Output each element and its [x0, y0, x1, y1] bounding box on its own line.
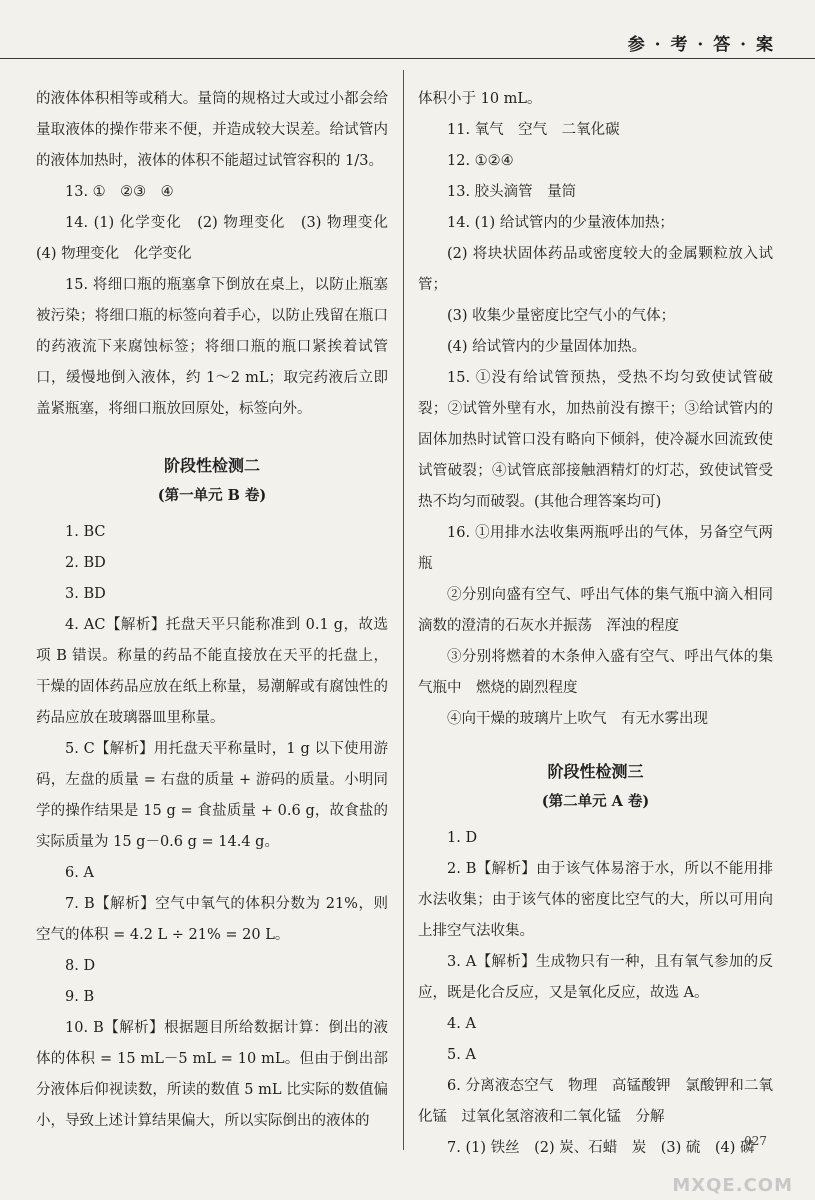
answer-item: 10. B【解析】根据题目所给数据计算：倒出的液体的体积 = 15 mL－5 mL = 10 mL。但由于倒出部分液体后仰视读数，所读的数值 5 mL 比实际的数值偏小，导致上述计算结果偏大，所以实际倒出的液体的 [36, 1020, 388, 1129]
answer-item: 14. (1) 给试管内的少量液体加热； [447, 215, 674, 231]
section-subtitle-3: (第二单元 A 卷) [541, 793, 650, 810]
answer-item: 12. ①②④ [447, 153, 514, 169]
answer-item: 5. A [447, 1047, 476, 1063]
answer-item: 16. ①用排水法收集两瓶呼出的气体，另备空气两瓶 [418, 525, 773, 572]
page-header: 参 · 考 · 答 · 案 [627, 35, 775, 55]
answer-item: 6. 分离液态空气 物理 高锰酸钾 氯酸钾和二氧化锰 过氧化氢溶液和二氧化锰 分解 [418, 1078, 773, 1125]
answer-item: 4. AC【解析】托盘天平只能称准到 0.1 g，故选项 B 错误。称量的药品不能直接放在天平的托盘上，干燥的固体药品应放在纸上称量，易潮解或有腐蚀性的药品应放在玻璃器皿里称量。 [36, 617, 388, 726]
answer-item: 11. 氧气 空气 二氧化碳 [447, 122, 620, 138]
answer-item: (3) 收集少量密度比空气小的气体； [447, 308, 676, 324]
answer-item: 1. BC [65, 524, 106, 540]
answer-item: 2. BD [65, 555, 106, 571]
section-subtitle-2: (第一单元 B 卷) [157, 487, 267, 504]
answer-14: 14. (1) 化学变化 (2) 物理变化 (3) 物理变化 (4) 物理变化 化学变化 [36, 215, 403, 262]
answer-item: 2. B【解析】由于该气体易溶于水，所以不能用排水法收集；由于该气体的密度比空气的大，所以可用向上排空气法收集。 [418, 861, 773, 939]
answer-item: 7. B【解析】空气中氧气的体积分数为 21%，则空气的体积 = 4.2 L ÷ 21% = 20 L。 [36, 896, 388, 943]
section-title-2: 阶段性检测二 [163, 456, 260, 475]
answer-item: 3. A【解析】生成物只有一种，且有氧气参加的反应，既是化合反应，又是氧化反应，故选 A。 [418, 954, 773, 1001]
section-title-3: 阶段性检测三 [547, 762, 644, 781]
answer-item: 13. 胶头滴管 量筒 [447, 184, 577, 200]
answer-item: (2) 将块状固体药品或密度较大的金属颗粒放入试管； [418, 246, 773, 293]
right-column [418, 84, 773, 1164]
intro-paragraph: 的液体体积相等或稍大。量筒的规格过大或过小都会给量取液体的操作带来不便，并造成较大误差。给试管内的液体加热时，液体的体积不能超过试管容积的 1/3。 [36, 91, 388, 169]
page-number: 027 [744, 1134, 767, 1148]
answer-item: 5. C【解析】用托盘天平称量时，1 g 以下使用游码，左盘的质量 = 右盘的质量 + 游码的质量。小明同学的操作结果是 15 g = 食盐质量 + 0.6 g，故食盐的实际质量为 15 g－0.6 g = 14.4 g。 [36, 741, 388, 850]
answer-13: 13. ① ②③ ④ [65, 184, 174, 200]
column-divider [403, 70, 404, 1150]
answer-item: 1. D [447, 830, 478, 846]
answer-item: 6. A [65, 865, 94, 881]
continued-text: 体积小于 10 mL。 [418, 91, 542, 107]
header-rule [0, 58, 815, 59]
answer-item: 15. ①没有给试管预热，受热不均匀致使试管破裂；②试管外壁有水，加热前没有擦干；③给试管内的固体加热时试管口没有略向下倾斜，使冷凝水回流致使试管破裂；④试管底部接触酒精灯的灯芯，致使试管受热不均匀而破裂。(其他合理答案均可) [418, 370, 773, 510]
left-column [36, 84, 403, 1137]
answer-item: 8. D [65, 958, 96, 974]
answer-item: (4) 给试管内的少量固体加热。 [447, 339, 647, 355]
answer-item: ④向干燥的玻璃片上吹气 有无水雾出现 [447, 711, 708, 727]
answer-item: 3. BD [65, 586, 106, 602]
answer-item: ②分别向盛有空气、呼出气体的集气瓶中滴入相同滴数的澄清的石灰水并振荡 浑浊的程度 [418, 587, 773, 634]
answer-item: ③分别将燃着的木条伸入盛有空气、呼出气体的集气瓶中 燃烧的剧烈程度 [418, 649, 773, 696]
watermark-logo: MXQE.COM [672, 1175, 793, 1196]
answer-item: 7. (1) 铁丝 (2) 炭、石蜡 炭 (3) 硫 (4) 磷 [447, 1140, 755, 1156]
answer-item: 9. B [65, 989, 95, 1005]
answer-item: 4. A [447, 1016, 476, 1032]
answer-15: 15. 将细口瓶的瓶塞拿下倒放在桌上，以防止瓶塞被污染；将细口瓶的标签向着手心，以防止残留在瓶口的药液流下来腐蚀标签；将细口瓶的瓶口紧挨着试管口，缓慢地倒入液体，约 1～2 mL；取完药液后立即盖紧瓶塞，将细口瓶放回原处，标签向外。 [36, 277, 388, 417]
